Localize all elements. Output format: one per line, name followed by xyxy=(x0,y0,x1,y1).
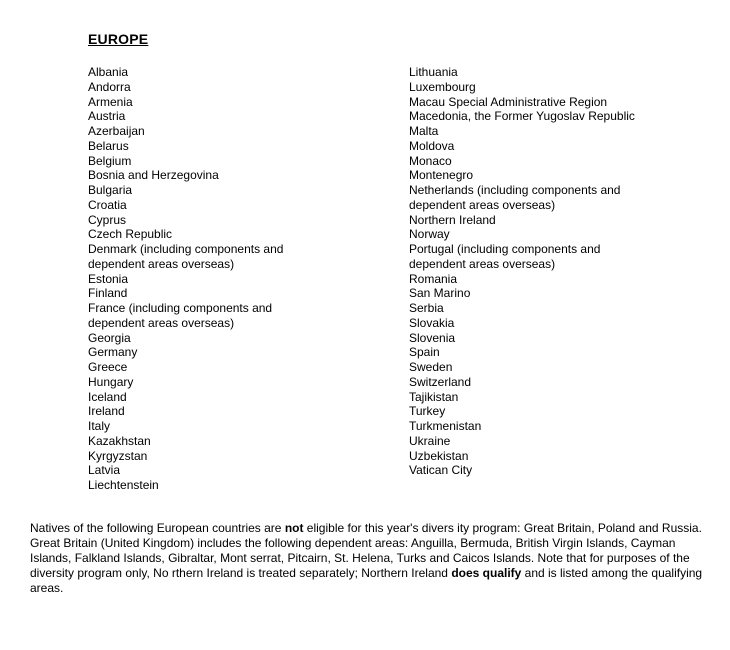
country-item: Cyprus xyxy=(88,212,127,227)
country-item: Vatican City xyxy=(409,463,473,478)
country-item: Azerbaijan xyxy=(88,124,145,138)
country-item: Bulgaria xyxy=(88,183,133,197)
country-item: Austria xyxy=(88,109,126,124)
country-item: Romania xyxy=(409,271,458,286)
note-emphasis-not: not xyxy=(284,521,304,535)
country-item: Switzerland xyxy=(409,374,472,389)
country-item: Monaco xyxy=(409,153,452,168)
country-item: Iceland xyxy=(88,389,127,404)
country-item: Slovenia xyxy=(409,330,456,345)
country-item: San Marino xyxy=(409,286,471,301)
country-list-left xyxy=(88,65,388,493)
country-item: Malta xyxy=(409,124,439,138)
country-item: Latvia xyxy=(88,463,121,478)
country-item: Uzbekistan xyxy=(409,448,469,463)
country-item: Moldova xyxy=(409,138,455,153)
section-heading: EUROPE xyxy=(88,31,149,47)
country-item: Lithuania xyxy=(409,65,458,79)
country-item: Georgia xyxy=(88,330,131,345)
country-item: Montenegro xyxy=(409,168,474,183)
note-paragraph xyxy=(30,521,710,596)
country-item: Armenia xyxy=(88,94,133,109)
note-text-2: eligible for this year's divers ity program: Great Britain, Poland and Russia. Great Britain (United Kingdom) includes the following dependent areas: Anguilla, Bermuda, British Virgin Islands, Cayman Islands, Falkland Islands, Gibraltar, Mont serrat, Pitcairn, St. Helena, Turks and Caicos Islands. Note that for purposes of the diversity program only, No rthern Ireland is treated separately; Northern Ireland xyxy=(30,521,702,580)
note-emphasis-does-qualify: does qualify xyxy=(451,566,522,580)
country-item: Belgium xyxy=(88,153,132,168)
country-item: Portugal (including components and dependent areas overseas) xyxy=(409,242,601,271)
country-item: Finland xyxy=(88,286,128,301)
country-item: Ukraine xyxy=(409,433,451,448)
country-item: Luxembourg xyxy=(409,79,476,94)
country-item: Greece xyxy=(88,360,128,374)
country-item: Croatia xyxy=(88,197,127,212)
country-item: Macau Special Administrative Region xyxy=(409,94,608,109)
country-item: Netherlands (including components and dependent areas overseas) xyxy=(409,183,621,212)
country-item: Sweden xyxy=(409,360,453,374)
country-item: Bosnia and Herzegovina xyxy=(88,168,219,183)
country-item: Turkmenistan xyxy=(409,419,482,433)
country-item: Ireland xyxy=(88,404,125,419)
country-item: Tajikistan xyxy=(409,389,459,404)
country-list-right xyxy=(409,65,709,478)
country-item: Liechtenstein xyxy=(88,478,159,492)
country-item: Kyrgyzstan xyxy=(88,448,148,463)
country-item: Turkey xyxy=(409,404,446,419)
country-item: Hungary xyxy=(88,374,134,389)
note-text-1: Natives of the following European countries are xyxy=(30,521,285,535)
country-item: Northern Ireland xyxy=(409,212,496,227)
eligibility-note xyxy=(30,521,710,596)
country-item: Czech Republic xyxy=(88,227,173,242)
country-item: Italy xyxy=(88,419,111,433)
country-item: Denmark (including components and dependent areas overseas) xyxy=(88,242,284,271)
country-item: Belarus xyxy=(88,138,129,153)
country-item: Macedonia, the Former Yugoslav Republic xyxy=(409,109,635,124)
country-item: Estonia xyxy=(88,271,129,286)
country-item: Albania xyxy=(88,65,129,79)
country-item: Kazakhstan xyxy=(88,433,151,448)
country-item: Serbia xyxy=(409,301,444,315)
country-item: Germany xyxy=(88,345,138,360)
country-item: Norway xyxy=(409,227,450,242)
note-text-3: and is listed among the qualifying areas. xyxy=(30,566,703,595)
country-item: France (including components and dependent areas overseas) xyxy=(88,301,273,330)
country-item: Andorra xyxy=(88,79,131,94)
country-item: Slovakia xyxy=(409,315,455,330)
country-item: Spain xyxy=(409,345,440,360)
